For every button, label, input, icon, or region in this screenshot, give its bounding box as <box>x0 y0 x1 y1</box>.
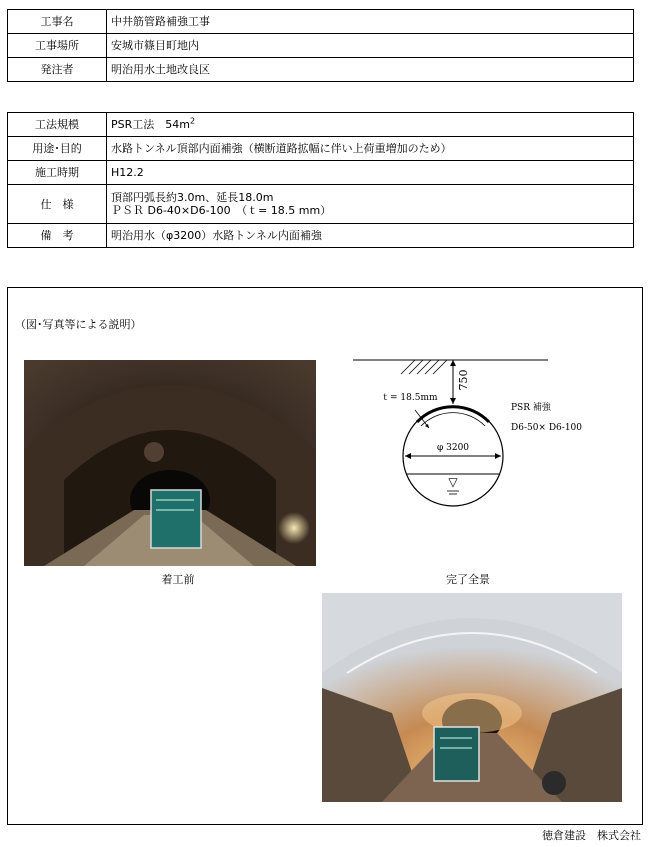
row-value: 安城市篠目町地内 <box>107 34 634 58</box>
project-info-table <box>7 9 634 82</box>
period-label: 施工時期 <box>8 161 107 185</box>
row-value: 明治用水土地改良区 <box>107 58 634 82</box>
note-value: 明治用水（φ3200）水路トンネル内面補強 <box>107 224 634 248</box>
row-value: 中井筋管路補強工事 <box>107 10 634 34</box>
depth-label: 750 <box>457 369 470 391</box>
psr-label: PSR 補強 <box>511 403 551 413</box>
spec-value <box>107 185 634 224</box>
note-label: 備 考 <box>8 224 107 248</box>
spec-line-2: ＰＳＲ D6-40×D6-100 （ｔ= 18.5 mm） <box>111 204 332 217</box>
row-label: 工事場所 <box>8 34 107 58</box>
table-row <box>8 161 634 185</box>
spec-line-1: 頂部円弧長約3.0m、延長18.0m <box>111 191 274 204</box>
specification-table <box>7 112 634 248</box>
purpose-label: 用途･目的 <box>8 137 107 161</box>
row-label: 発注者 <box>8 58 107 82</box>
water-level-icon: ▽ <box>448 475 458 489</box>
spec-label: 仕 様 <box>8 185 107 224</box>
company-name: 徳倉建設 株式会社 <box>542 829 641 842</box>
table-row <box>8 185 634 224</box>
illustration-frame <box>7 287 643 825</box>
illustration-heading: （図･写真等による説明） <box>15 318 142 331</box>
table-row <box>8 58 634 82</box>
table-row <box>8 10 634 34</box>
purpose-value: 水路トンネル頂部内面補強（横断道路拡幅に伴い上荷重増加のため） <box>107 137 634 161</box>
completion-caption: 完了全景 <box>446 573 490 586</box>
psr-spec-label: D6-50× D6-100 <box>511 423 582 433</box>
completion-photo <box>322 593 622 802</box>
scale-label: 工法規模 <box>8 113 107 137</box>
table-row <box>8 113 634 137</box>
diameter-label: φ 3200 <box>436 443 470 453</box>
table-row <box>8 137 634 161</box>
before-construction-caption: 着工前 <box>161 573 195 586</box>
scale-value: PSR工法 $54m^2$ <box>107 113 634 137</box>
table-row <box>8 224 634 248</box>
row-label: 工事名 <box>8 10 107 34</box>
cross-section-diagram <box>343 346 603 526</box>
thickness-label: ｔ= 18.5mm <box>381 393 438 403</box>
before-construction-photo <box>24 360 316 566</box>
period-value: H12.2 <box>107 161 634 185</box>
table-row <box>8 34 634 58</box>
